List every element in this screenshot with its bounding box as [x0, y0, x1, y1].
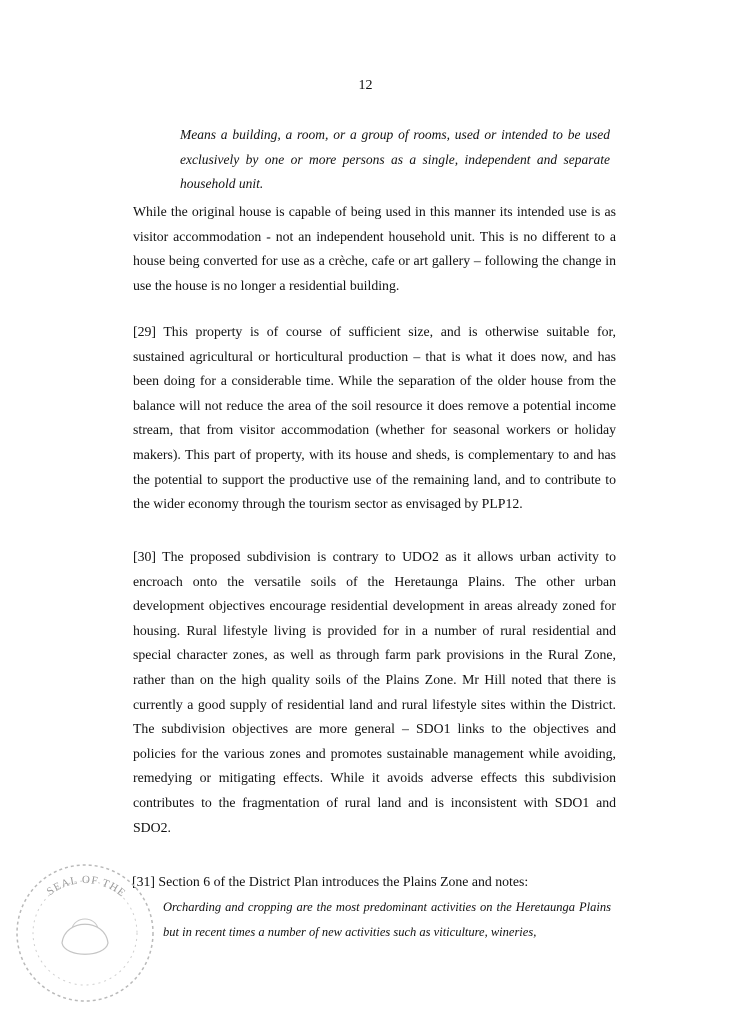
- court-seal-icon: [10, 858, 160, 1008]
- svg-text:SEAL OF THE: [45, 874, 128, 900]
- paragraph-30: [30] The proposed subdivision is contrary to UDO2 as it allows urban activity to encroach onto the versatile soils of the Heretaunga Plains. The other urban development objectives encourage residential development in areas already zoned for housing. Rural lifestyle living is provided for in a number of rural residential and special character zones, as well as through farm park provisions in the Rural Zone, rather than on the high quality soils of the Plains Zone. Mr Hill noted that there is currently a good supply of residential land and rural lifestyle sites within the District. The subdivision objectives are more general – SDO1 links to the objectives and policies for the various zones and promotes sustainable management while avoiding, remedying or mitigating effects. While it avoids adverse effects this subdivision contributes to the fragmentation of rural land and is inconsistent with SDO1 and SDO2.: [133, 549, 616, 835]
- definition-quote: Means a building, a room, or a group of rooms, used or intended to be used exclusively by one or more persons as a single, independent and separate household unit.: [180, 127, 610, 191]
- page-number: 12: [358, 78, 373, 93]
- paragraph-29: [29] This property is of course of sufficient size, and is otherwise suitable for, sustained agricultural or horticultural production – that is what it does now, and has been doing for a considerable time. While the separation of the older house from the balance will not reduce the area of the soil resource it does remove a potential income stream, that from visitor accommodation (whether for seasonal workers or holiday makers). This part of property, with its house and sheds, is complementary to and has the potential to support the productive use of the remaining land, and to contribute to the wider economy through the tourism sector as envisaged by PLP12.: [133, 324, 616, 512]
- seal-text: SEAL OF THE: [44, 873, 129, 900]
- plains-zone-quote: Orcharding and cropping are the most predominant activities on the Heretaunga Plains but in recent times a number of new activities such as viticulture, wineries,: [163, 900, 611, 939]
- paragraph-31: [31] Section 6 of the District Plan introduces the Plains Zone and notes:: [132, 874, 529, 889]
- paragraph-intro: While the original house is capable of being used in this manner its intended use is as visitor accommodation - not an independent household unit. This is no different to a house being converted for use as a crèche, cafe or art gallery – following the change in use the house is no longer a residential building.: [133, 204, 616, 293]
